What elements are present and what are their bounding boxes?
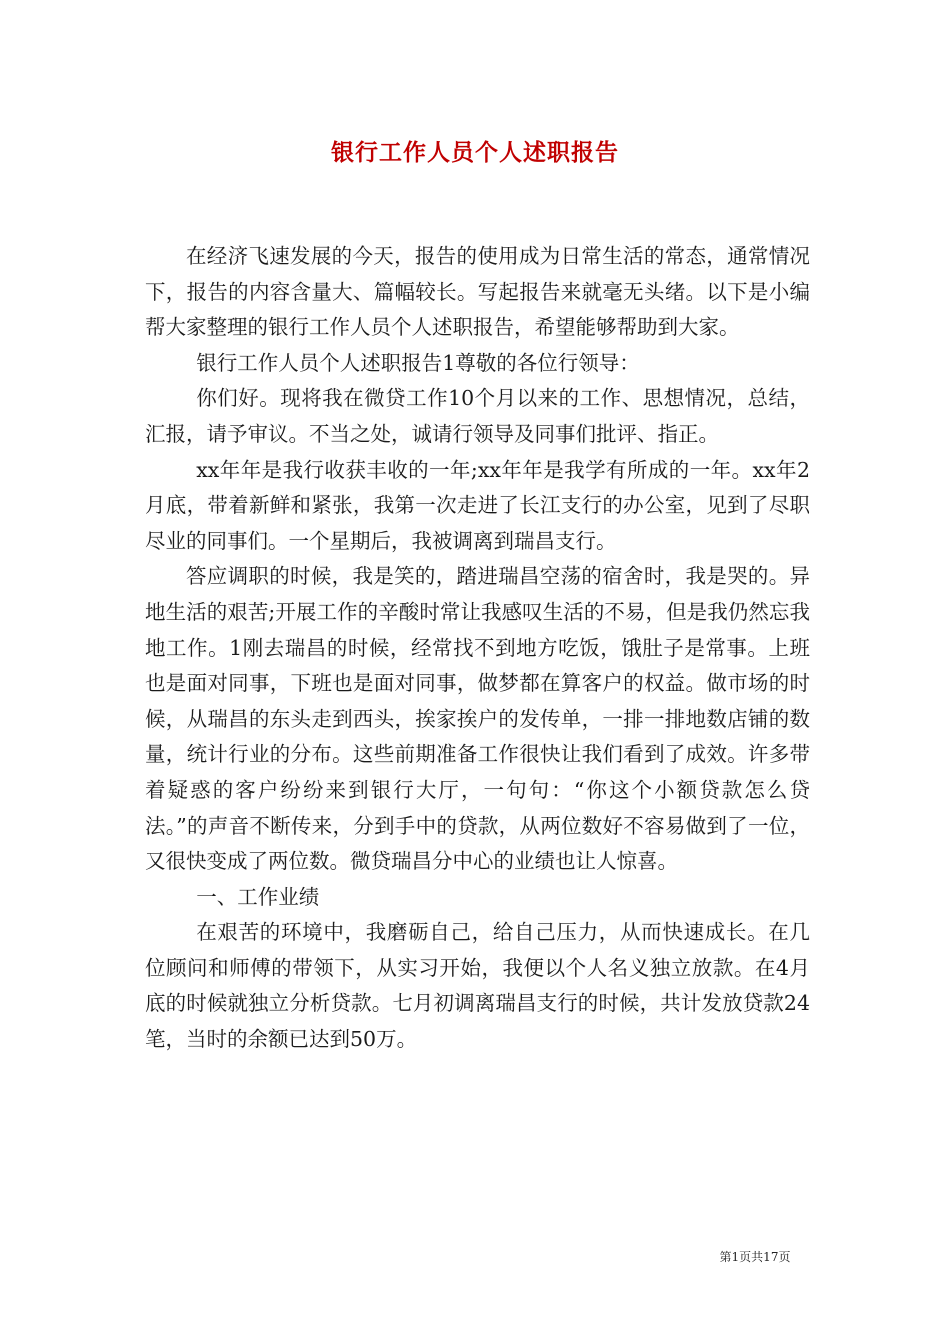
paragraph-intro: 在经济飞速发展的今天，报告的使用成为日常生活的常态，通常情况下，报告的内容含量大、篇幅较长。写起报告来就毫无头绪。以下是小编帮大家整理的银行工作人员个人述职报告，希望能够帮助到大家。 — [145, 244, 810, 340]
section-heading-work-performance: 一、工作业绩 — [196, 884, 320, 909]
document-title: 银行工作人员个人述职报告 — [331, 139, 619, 166]
paragraph-transfer-story: 答应调职的时候，我是笑的，踏进瑞昌空荡的宿舍时，我是哭的。异地生活的艰苦;开展工作的辛酸时常让我感叹生活的不易，但是我仍然忘我地工作。1刚去瑞昌的时候，经常找不到地方吃饭，饿肚子是常事。上班也是面对同事，下班也是面对同事，做梦都在算客户的权益。做市场的时候，从瑞昌的东头走到西头，挨家挨户的发传单，一排一排地数店铺的数量，统计行业的分布。这些前期准备工作很快让我们看到了成效。许多带着疑惑的客户纷纷来到银行大厅，一句句：“你这个小额贷款怎么贷法。”的声音不断传来，分到手中的贷款，从两位数好不容易做到了一位，又很快变成了两位数。微贷瑞昌分中心的业绩也让人惊喜。 — [145, 564, 810, 874]
paragraph-year-summary: xx年年是我行收获丰收的一年;xx年年是我学有所成的一年。xx年2月底，带着新鲜和紧张，我第一次走进了长江支行的办公室，见到了尽职尽业的同事们。一个星期后，我被调离到瑞昌支行。 — [145, 457, 810, 553]
paragraph-greeting: 你们好。现将我在微贷工作10个月以来的工作、思想情况，总结，汇报，请予审议。不当之处，诚请行领导及同事们批评、指正。 — [145, 386, 810, 446]
paragraph-work-performance: 在艰苦的环境中，我磨砺自己，给自己压力，从而快速成长。在几位顾问和师傅的带领下，从实习开始，我便以个人名义独立放款。在4月底的时候就独立分析贷款。七月初调离瑞昌支行的时候，共计发放贷款24笔，当时的余额已达到50万。 — [145, 920, 810, 1052]
paragraph-salutation: 银行工作人员个人述职报告1尊敬的各位行领导： — [196, 350, 640, 375]
page-number: 第1页共17页 — [719, 1250, 791, 1264]
document-body — [145, 239, 810, 1058]
